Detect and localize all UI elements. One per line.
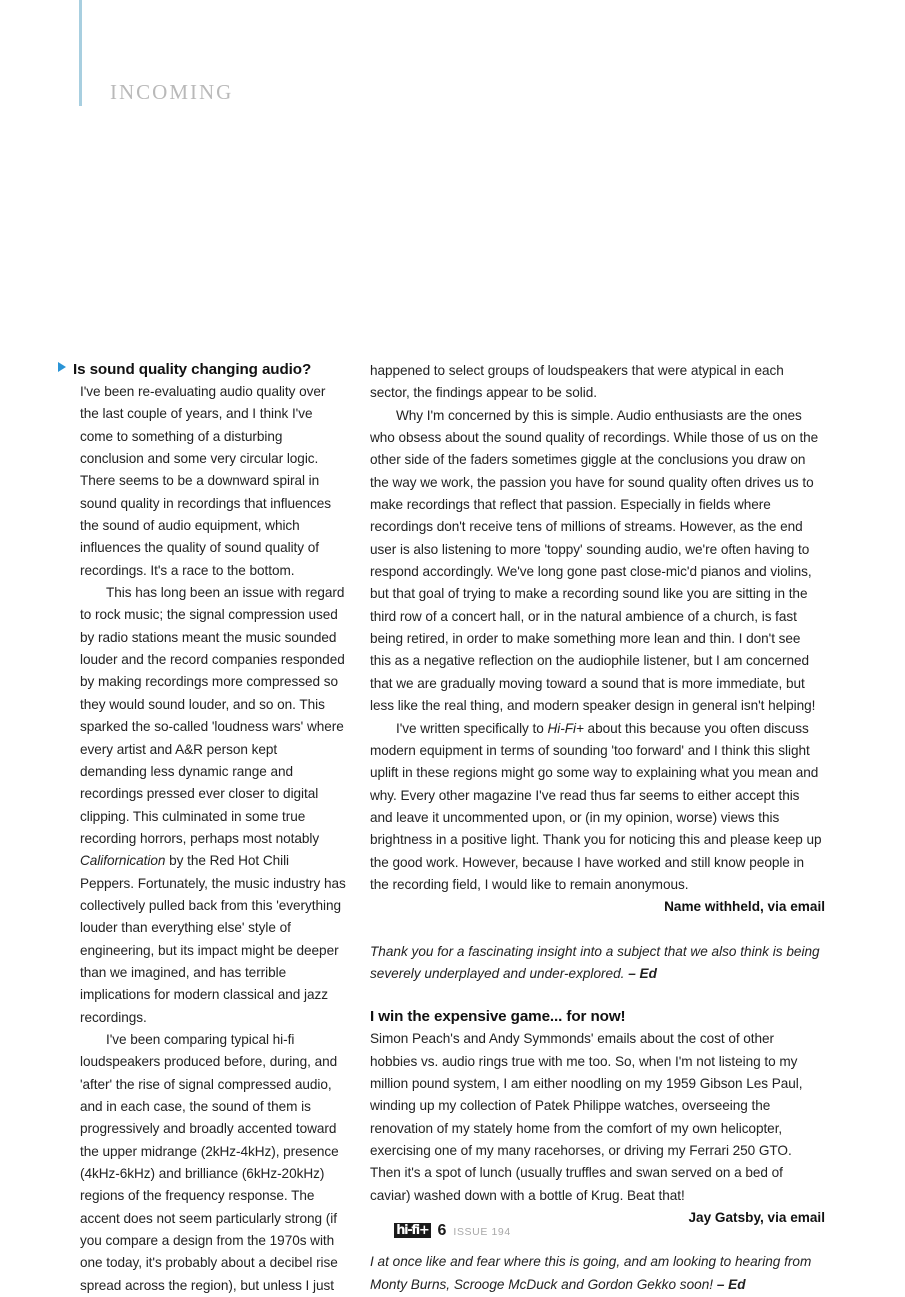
paragraph-loudness-wars-part-a: This has long been an issue with regard to rock music; the signal compression used by radio stations meant the music sounded louder and the record companies responded by making recordings more compressed so they would sound louder, and so on. This sparked the so-called 'loudness wars' where every artist and A&R person kept demanding less dynamic range and recordings pressed ever closer to digital clipping. This culminated in some true recording horrors, perhaps most notably (80, 585, 345, 846)
editor-reply-text: Thank you for a fascinating insight into a subject that we also think is being severely underplayed and under-explored. (370, 943, 820, 981)
page-masthead (0, 0, 905, 130)
triangle-bullet-icon (58, 362, 66, 372)
paragraph-written-part-b: about this because you often discuss modern equipment in terms of sounding 'too forward' and I think this slight uplift in these regions might go some way to explaining what you mean and why. Every other magazine I've read thus far seems to either accept this and leave it uncommented upon, or (in my opinion, worse) views this brightness in a positive light. Thank you for noticing this and please keep up the good work. However, because I have worked and still know people in the recording field, I would like to remain anonymous. (370, 720, 822, 892)
right-column (370, 360, 825, 1296)
letter-heading-sound-quality (73, 360, 346, 380)
magazine-title-hifi-plus: Hi-Fi+ (547, 720, 584, 736)
paragraph-loudness-wars-part-b: by the Red Hot Chili Peppers. Fortunately, the music industry has collectively pulled back from this 'everything louder than everything else' style of engineering, but its impact might be deeper than we imagined, and has terrible implications for modern classical and jazz recordings. (80, 853, 346, 1025)
page-footer (0, 1222, 905, 1240)
letter-heading-expensive-game: I win the expensive game... for now! (370, 1008, 626, 1026)
paragraph-written-to-magazine (370, 718, 825, 897)
editor-signoff: – Ed (628, 965, 657, 981)
letter-signature-name-withheld: Name withheld, via email (664, 899, 825, 915)
left-column (73, 360, 346, 1297)
issue-label: ISSUE 194 (453, 1226, 511, 1238)
masthead-accent-rule (79, 0, 82, 106)
editor-reply-text-2: I at once like and fear where this is going, and am looking to hearing from Monty Burns, Scrooge McDuck and Gordon Gekko soon! (370, 1254, 812, 1292)
paragraph-expensive-hobbies: Simon Peach's and Andy Symmonds' emails about the cost of other hobbies vs. audio rings true with me too. So, when I'm not listeing to my million pound system, I am either noodling on my 1959 Gibson Les Paul, winding up my collection of Patek Philippe watches, overseeing the renovation of my stately home from the comfort of my own helicopter, exercising one of my many racehorses, or driving my Ferrari 250 GTO. Then it's a spot of lunch (usually truffles and swan served on a bed of caviar) washed down with a bottle of Krug. Beat that! (370, 1031, 803, 1203)
paragraph-intro: I've been re-evaluating audio quality over the last couple of years, and I think I've come to something of a disturbing conclusion and some very circular logic. There seems to be a downward spiral in sound quality in recordings that influences the sound of audio equipment, which influences the quality of sound quality of recordings. It's a race to the bottom. (80, 384, 332, 578)
editor-reply-expensive-game (370, 1251, 825, 1296)
letter-heading-text: Is sound quality changing audio? (73, 361, 312, 378)
letter-signature-jay-gatsby: Jay Gatsby, via email (688, 1210, 825, 1226)
section-title: INCOMING (110, 80, 234, 104)
paragraph-loudspeaker-comparison: I've been comparing typical hi-fi loudspeakers produced before, during, and 'after' the rise of signal compressed audio, and in each case, the sound of them is progressively and broadly accented toward the upper midrange (2kHz-4kHz), presence (4kHz-6kHz) and brilliance (6kHz-20kHz) regions of the frequency response. The accent does not seem particularly strong (if you compare a design from the 1970s with one today, it's probably about a decibel rise spread across the region), but unless I just (80, 1031, 339, 1293)
hifi-plus-logo: hi-fi+ (396, 1223, 429, 1238)
paragraph-concern: Why I'm concerned by this is simple. Audio enthusiasts are the ones who obsess about the sound quality of recordings. While those of us on the other side of the faders sometimes giggle at the conclusions you draw on the way we work, the passion you have for sound quality often drives us to make recordings that reflect that passion. Especially in fields where recordings don't receive tens of millions of streams. However, as the end user is also listening to more 'toppy' sounding audio, we're often having to respond accordingly. We've long gone past close-mic'd pianos and violins, but that goal of trying to make a recording sound like you are sitting in the third row of a concert hall, or in the natural ambience of a church, is fast being retired, in order to make something more lean and thin. I don't see this as a negative reflection on the audiophile listener, but I am concerned that we are gradually moving toward a sound that is more immediate, but less like the real thing, and modern speaker design in general isn't helping! (370, 407, 819, 714)
paragraph-loudspeaker-comparison-cont: happened to select groups of loudspeakers that were atypical in each sector, the findings appear to be solid. (370, 363, 784, 401)
album-title-californication: Californication (80, 853, 166, 869)
editor-signoff-2: – Ed (716, 1276, 746, 1292)
paragraph-written-part-a: I've written specifically to (396, 720, 548, 736)
page-number: 6 (437, 1222, 447, 1239)
editor-reply-sound-quality (370, 941, 825, 986)
paragraph-loudness-wars (80, 582, 346, 1029)
